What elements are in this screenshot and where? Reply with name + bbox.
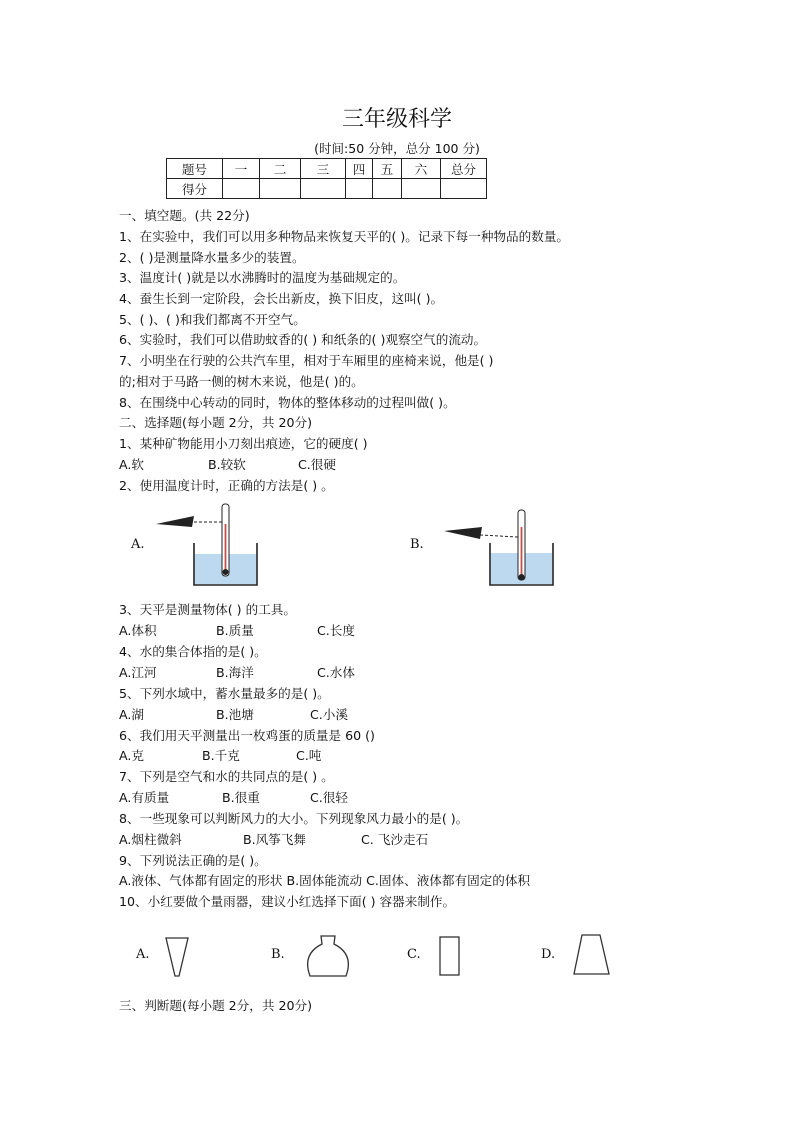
score-cell[interactable] xyxy=(260,179,301,199)
cylinder-cup-icon xyxy=(436,934,464,978)
exam-info: (时间:50 分钟，总分 100 分) xyxy=(314,141,480,156)
option-a[interactable]: A.体积 xyxy=(119,623,157,638)
option-b[interactable]: B.风筝飞舞 xyxy=(243,832,307,847)
section1-heading: 一、填空题。(共 22分) xyxy=(119,208,250,223)
score-header-cell: 题号 xyxy=(167,159,223,179)
figure-label-a[interactable]: A. xyxy=(136,947,150,962)
fill-question: 2、( )是测量降水量多少的装置。 xyxy=(119,250,305,265)
option-c[interactable]: C. 飞沙走石 xyxy=(361,832,429,847)
score-cell[interactable] xyxy=(441,179,487,199)
choice-question-3: 3、天平是测量物体( ) 的工具。 xyxy=(119,602,296,617)
choice-question-5: 5、下列水域中，蓄水量最多的是( )。 xyxy=(119,686,330,701)
trapezoid-cup-icon xyxy=(570,932,614,978)
figure-label-c[interactable]: C. xyxy=(407,947,421,962)
sight-line xyxy=(480,535,518,537)
score-header-cell: 六 xyxy=(402,159,441,179)
option-a[interactable]: A.湖 xyxy=(119,707,144,722)
score-header-cell: 二 xyxy=(260,159,301,179)
score-cell[interactable] xyxy=(402,179,441,199)
choice-question-2: 2、使用温度计时，正确的方法是( ) 。 xyxy=(119,478,334,493)
score-cell[interactable] xyxy=(301,179,346,199)
option-c[interactable]: C.长度 xyxy=(317,623,355,638)
option-b[interactable]: B.很重 xyxy=(222,790,260,805)
fill-question: 7、小明坐在行驶的公共汽车里，相对于车厢里的座椅来说，他是( ) xyxy=(119,353,494,368)
eye-icon xyxy=(444,527,482,539)
question-9-options[interactable]: A.液体、气体都有固定的形状 B.固体能流动 C.固体、液体都有固定的体积 xyxy=(119,873,531,888)
score-header-cell: 一 xyxy=(223,159,260,179)
thermometer-bulb xyxy=(519,574,525,580)
fill-question: 8、在围绕中心转动的同时，物体的整体移动的过程叫做( )。 xyxy=(119,395,456,410)
section2-heading: 二、选择题(每小题 2分，共 20分) xyxy=(119,415,312,430)
score-cell[interactable] xyxy=(373,179,402,199)
option-c[interactable]: C.很轻 xyxy=(310,790,348,805)
figure-label-d[interactable]: D. xyxy=(541,947,556,962)
figure-label-a[interactable]: A. xyxy=(131,537,145,552)
option-b[interactable]: B.池塘 xyxy=(216,707,254,722)
score-header-cell: 五 xyxy=(373,159,402,179)
option-a[interactable]: A.有质量 xyxy=(119,790,170,805)
section3-heading: 三、判断题(每小题 2分，共 20分) xyxy=(119,998,312,1013)
score-table-score-row xyxy=(167,179,487,199)
figure-label-b[interactable]: B. xyxy=(410,537,424,552)
option-c[interactable]: C.水体 xyxy=(317,665,355,680)
score-cell[interactable] xyxy=(223,179,260,199)
option-b[interactable]: B.较软 xyxy=(208,457,246,472)
option-c[interactable]: C.小溪 xyxy=(310,707,348,722)
option-a[interactable]: A.软 xyxy=(119,457,144,472)
fill-question-continued: 的;相对于马路一侧的树木来说，他是( )的。 xyxy=(119,374,364,389)
choice-question-8: 8、一些现象可以判断风力的大小。下列现象风力最小的是( )。 xyxy=(119,811,469,826)
fill-question: 4、蚕生长到一定阶段，会长出新皮，换下旧皮，这叫( )。 xyxy=(119,291,444,306)
score-cell[interactable] xyxy=(346,179,373,199)
figure-label-b[interactable]: B. xyxy=(271,947,285,962)
score-row-label: 得分 xyxy=(167,179,223,199)
option-b[interactable]: B.千克 xyxy=(202,748,240,763)
choice-question-1: 1、某种矿物能用小刀刻出痕迹，它的硬度( ) xyxy=(119,436,368,451)
fill-question: 1、在实验中，我们可以用多种物品来恢复天平的( )。记录下每一种物品的数量。 xyxy=(119,229,570,244)
fill-question: 3、温度计( )就是以水沸腾时的温度为基础规定的。 xyxy=(119,270,406,285)
vase-icon xyxy=(302,932,354,980)
eye-icon xyxy=(156,516,194,527)
option-b[interactable]: B.海洋 xyxy=(216,665,254,680)
thermometer-figure-b xyxy=(440,505,560,591)
option-a[interactable]: A.克 xyxy=(119,748,144,763)
option-c[interactable]: C.吨 xyxy=(296,748,322,763)
choice-question-4: 4、水的集合体指的是( )。 xyxy=(119,644,267,659)
score-table xyxy=(166,158,487,199)
score-header-cell: 四 xyxy=(346,159,373,179)
choice-question-7: 7、下列是空气和水的共同点的是( ) 。 xyxy=(119,769,334,784)
score-header-cell: 总分 xyxy=(441,159,487,179)
option-c[interactable]: C.很硬 xyxy=(298,457,336,472)
choice-question-6: 6、我们用天平测量出一枚鸡蛋的质量是 60 () xyxy=(119,728,375,743)
thermometer-figure-a xyxy=(150,498,270,590)
thermometer-bulb xyxy=(223,569,229,575)
option-a[interactable]: A.江河 xyxy=(119,665,157,680)
fill-question: 6、实验时，我们可以借助蚊香的( ) 和纸条的( )观察空气的流动。 xyxy=(119,332,487,347)
choice-question-10: 10、小红要做个量雨器，建议小红选择下面( ) 容器来制作。 xyxy=(119,894,456,909)
option-a[interactable]: A.烟柱微斜 xyxy=(119,832,182,847)
score-table-header-row xyxy=(167,159,487,179)
score-header-cell: 三 xyxy=(301,159,346,179)
fill-question: 5、( )、( )和我们都离不开空气。 xyxy=(119,312,306,327)
choice-question-9: 9、下列说法正确的是( )。 xyxy=(119,853,267,868)
page-title: 三年级科学 xyxy=(341,107,452,132)
option-b[interactable]: B.质量 xyxy=(216,623,254,638)
cone-cup-icon xyxy=(160,934,194,980)
